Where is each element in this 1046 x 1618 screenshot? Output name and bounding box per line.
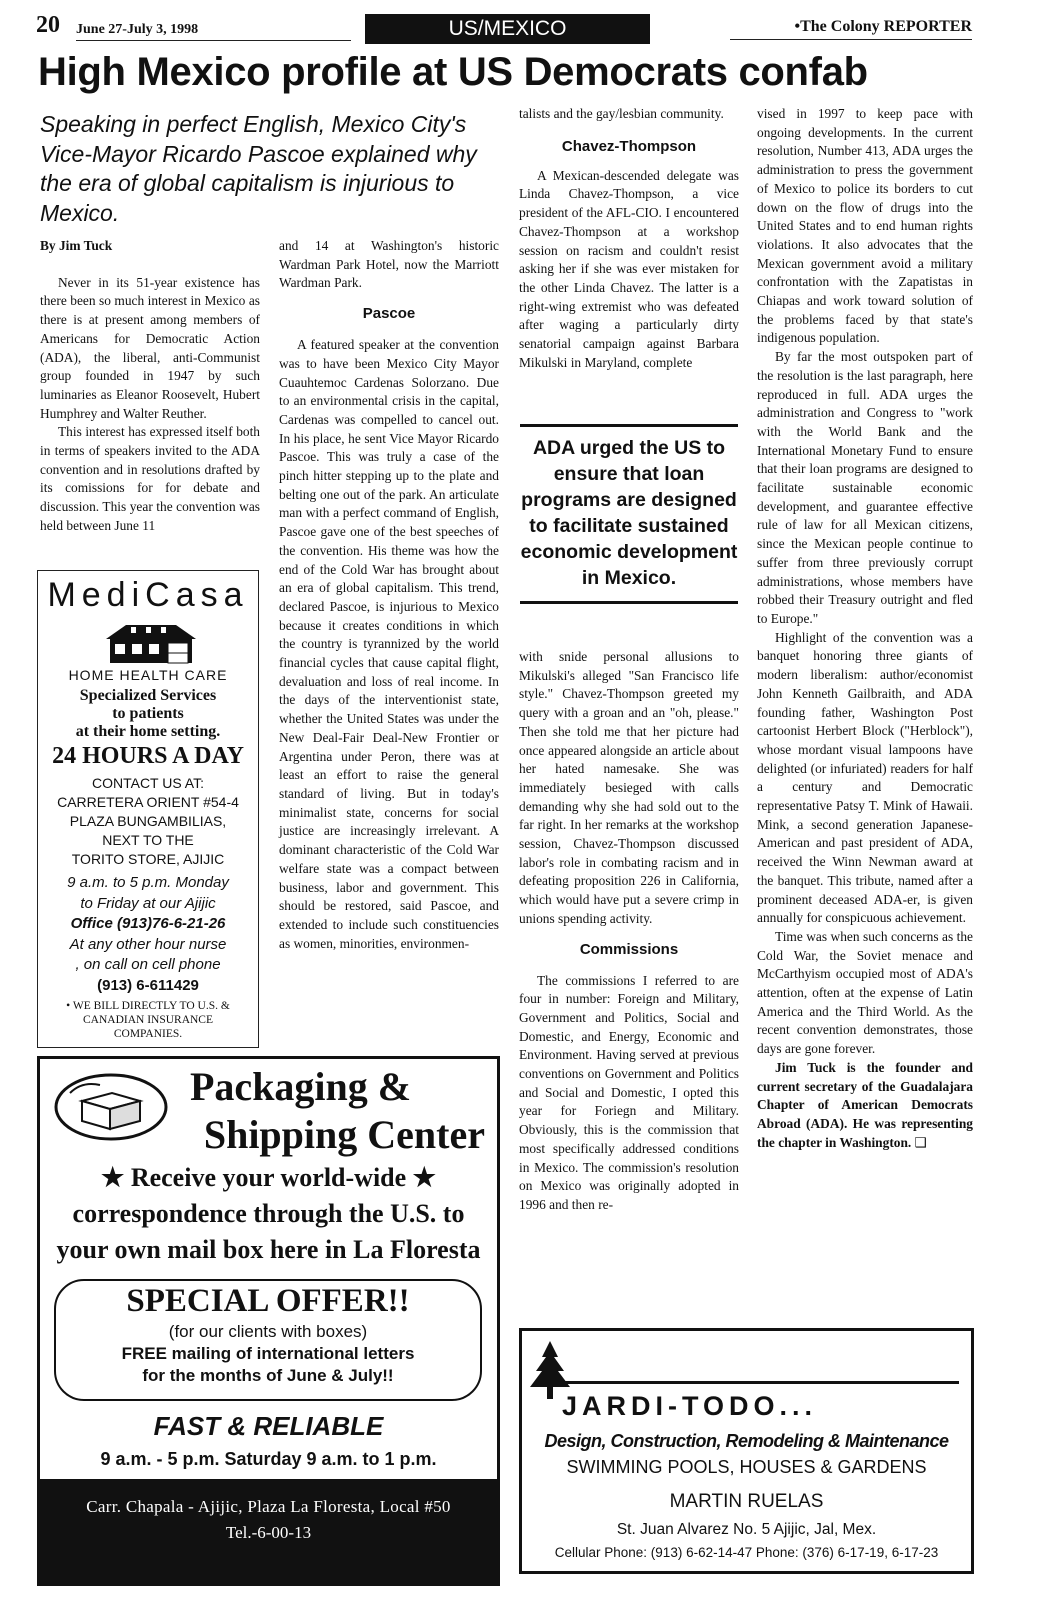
headline: High Mexico profile at US Democrats confab [38, 50, 868, 94]
jardi-line1: Design, Construction, Remodeling & Maintenance [544, 1431, 949, 1451]
medicasa-billing [38, 999, 258, 1041]
author-bio [757, 1059, 973, 1153]
ad-medicasa [37, 570, 259, 1048]
contact-line: CARRETERA ORIENT #54-4 [57, 794, 239, 810]
special-offer-line2: for the months of June & July!! [142, 1366, 394, 1385]
paragraph: Time was when such concerns as the Cold War, the Soviet menace and McCarthyism occupied most of ADA's attention, often at the expense of Latin America and the Third World. As the recent convention demonstrates, those days are gone forever. [757, 928, 973, 1057]
hours-line: At any other hour nurse [69, 935, 227, 953]
author-bio-text: Jim Tuck is the founder and current secretary of the Guadalajara Chapter of American Democrats Abroad (ADA). He was representing the chapter in Washington. [757, 1059, 973, 1150]
article-column-3 [519, 105, 739, 372]
hours-line: , on call on cell phone [75, 956, 221, 973]
paragraph: Highlight of the convention was a banquet honoring three giants of modern liberalism: author/economist John Kenneth Gailbraith, and ADA founding father, Washington Post cartoonist Herbert Block ("Herblock"), whose mordant visual lampoons have delighted (or infuriated) readers for half a century and Democratic representative Patsy T. Mink of Hawaii. Mink, a second generation Japanese-American and past president of ADA, received the Winn Newman award at the banquet. This tribute, named after a prominent deceased ADA-er, is given annually for conspicuous achievement. [757, 629, 973, 926]
subhead-chavez-thompson: Chavez-Thompson [561, 137, 697, 155]
paragraph: A featured speaker at the convention was to have been Mexico City Mayor Cuauhtemoc Cardenas Solorzano. Due to an environmental crisis in the capital, Cardenas was compelled to cancel out. In his place, he sent Vice Mayor Ricardo Pascoe. This was truly a case of the pinch hitter stepping up to the plate and belting one out of the park. An articulate man with a perfect command of English, Pascoe gave one of the best speeches of the convention. His theme was how the end of the Cold War has brought about an era of global capitalism. This trend, declared Pascoe, is injurious to Mexico because it creates conditions in which the country is tyrannized by the world financial cycles that cause capital flight, devaluation and loss of real income. In the days of the interventionist state, whether the United States was under the New Deal-Fair Deal-New Frontier or Argentina under Peron, there was at least an effort to raise the general standard of living. But in today's minimalist state, concerns for social justice are increasingly irrelevant. A dominant characteristic of the Cold War welfare state was a compact between business, labor and government. This should be restored, said Pascoe, and extended to include such constituencies as women, minorities, environmen- [279, 337, 499, 951]
deck: Speaking in perfect English, Mexico City's Vice-Mayor Ricardo Pascoe explained why the era of global capitalism is injurious to Mexico. [40, 111, 477, 226]
billing-line: CANADIAN INSURANCE [82, 1014, 213, 1026]
medicasa-24-hours: 24 HOURS A DAY [52, 743, 244, 769]
hours-line: (913) 6-611429 [97, 976, 199, 994]
packaging-tel: Tel.-6-00-13 [225, 1523, 312, 1542]
medicasa-logo-text: MediCasa [47, 576, 249, 614]
page-number: 20 [36, 12, 60, 38]
section-banner: US/MEXICO [365, 14, 650, 44]
special-offer-box [54, 1279, 482, 1401]
byline: By Jim Tuck [40, 238, 113, 253]
paragraph: Never in its 51-year existence has there been so much interest in Mexico as there is at present among members of Americans for Democratic Action (ADA), the liberal, anti-Communist group founded in 1947 by such luminaries as Eleanor Roosevelt, Hubert Humphrey and Walter Reuther. [40, 274, 260, 421]
medicasa-line2: Specialized Services [79, 687, 217, 704]
contact-line: CONTACT US AT: [91, 775, 204, 791]
special-offer-line1: FREE mailing of international letters [121, 1344, 415, 1363]
contact-line: PLAZA BUNGAMBILIAS, [69, 813, 227, 829]
jardi-line2: SWIMMING POOLS, HOUSES & GARDENS [566, 1457, 927, 1477]
house-icon [88, 621, 208, 665]
paragraph: and 14 at Washington's historic Wardman Park Hotel, now the Marriott Wardman Park. [279, 238, 499, 291]
packaging-slogan: FAST & RELIABLE [153, 1411, 384, 1441]
paragraph: with snide personal allusions to Mikulski's alleged "San Francisco life style." Chavez-Thompson greeted my query with a groan and an "oh, please." Then she told me that her picture had once appeared alongside an article about her hated namesake. She was immediately besieged with calls demanding why she had sold out to the far right. In her remarks at the workshop session, Chavez-Thompson discussed labor's role in combating racism and in defeating proposition 226 in California, which would have put a severe crimp in unions spending activity. [519, 649, 739, 926]
subhead-commissions: Commissions [579, 940, 679, 958]
billing-line: COMPANIES. [113, 1028, 183, 1040]
medicasa-line4: at their home setting. [75, 723, 221, 740]
globe-box-icon [52, 1071, 170, 1143]
packaging-line3: your own mail box here in La Floresta [56, 1235, 481, 1264]
ad-packaging-shipping [37, 1056, 500, 1586]
issue-date: June 27-July 3, 1998 [76, 22, 351, 41]
paragraph: This interest has expressed itself both in terms of speakers invited to the ADA convention and in resolutions drafted by its comissions for for debate and discussion. This year the convention was held between June 11 [40, 424, 260, 533]
jardi-phones: Cellular Phone: (913) 6-62-14-47 Phone: (376) 6-17-19, 6-17-23 [554, 1545, 939, 1560]
jardi-owner: MARTIN RUELAS [669, 1491, 824, 1512]
pull-quote [520, 424, 738, 604]
pull-quote-text: ADA urged the US to ensure that loan programs are designed to facilitate sustained economic development in Mexico. [520, 437, 738, 589]
article-column-2 [279, 237, 499, 953]
packaging-hours: 9 a.m. - 5 p.m. Saturday 9 a.m. to 1 p.m. [100, 1449, 437, 1469]
medicasa-contact [38, 774, 258, 869]
special-offer-subtitle: (for our clients with boxes) [168, 1322, 368, 1341]
hours-line: 9 a.m. to 5 p.m. Monday [67, 874, 229, 891]
ad-jardi-todo [519, 1328, 974, 1574]
packaging-address: Carr. Chapala - Ajijic, Plaza La Floresta, Local #50 [86, 1497, 451, 1516]
end-mark-icon: ❑ [914, 1134, 927, 1150]
packaging-title-1: Packaging & [190, 1064, 412, 1109]
medicasa-line3: to patients [112, 705, 184, 722]
jardi-address: St. Juan Alvarez No. 5 Ajijic, Jal, Mex. [616, 1521, 877, 1538]
special-offer-title: SPECIAL OFFER!! [126, 1283, 410, 1319]
hours-line: Office (913)76-6-21-26 [70, 915, 226, 932]
packaging-line2: correspondence through the U.S. to [72, 1199, 465, 1228]
packaging-footer [40, 1479, 497, 1583]
paragraph: talists and the gay/lesbian community. [519, 106, 724, 121]
packaging-line1: ★ Receive your world-wide ★ [101, 1163, 436, 1192]
paragraph: The commissions I referred to are four in number: Foreign and Military, Government and Politics, Social and Domestic, and Energy, Economic and Environment. Having served at previous conventions on Government and Politics and Social and Domestic, I opted this year for Foriegn and Military. Obviously, this is the commission that most specifically addressed conditions in Mexico. The commission's resolution on Mexico was originally adopted in 1996 and then re- [519, 972, 739, 1212]
jardi-rule [552, 1381, 959, 1384]
contact-line: TORITO STORE, AJIJIC [71, 851, 225, 867]
medicasa-hours [38, 873, 258, 996]
paragraph: A Mexican-descended delegate was Linda Chavez-Thompson, a vice president of the AFL-CIO. I encountered Chavez-Thompson at a workshop session on racism and couldn't resist asking her if she was ever mistaken for the other Linda Chavez. The latter is a right-wing extremist who was defeated after waging a particularly dirty senatorial campaign against Barbara Mikulski in Maryland, complete [519, 167, 739, 370]
article-column-3-continued [519, 648, 739, 1215]
article-column-4 [757, 105, 973, 1152]
subhead-pascoe: Pascoe [362, 305, 416, 323]
article-column-1 [40, 237, 260, 536]
paragraph: vised in 1997 to keep pace with ongoing developments. In the current resolution, Number 413, ADA urges the administration to press the government of Mexico to police its borders to cut down on the flow of drugs into the United States and to end human rights violations. It also advocates that the Mexican government avoid a military confrontation with the Zapatistas in Chiapas and work toward solution of the problems faced by that state's indigenous population. [757, 106, 973, 346]
paragraph: By far the most outspoken part of the resolution is the last paragraph, here reproduced in full. ADA urges the administration and Congress to "work with the World Bank and the International Monetary Fund to ensure that their loan programs are designed to facilitate sustainable economic development, and guarantee effective rule of law for all Mexican citizens, since the Mexican people continue to suffer from three previously corrupt administrations, whose members have robbed their Treasury outright and fled to Europe." [757, 349, 973, 626]
publication-name: •The Colony REPORTER [730, 18, 972, 40]
billing-line: • WE BILL DIRECTLY TO U.S. & [66, 1000, 230, 1012]
jardi-logo-text: JARDI-TODO... [562, 1391, 818, 1421]
packaging-title-2: Shipping Center [203, 1112, 485, 1157]
contact-line: NEXT TO THE [102, 832, 194, 848]
medicasa-line1: HOME HEALTH CARE [68, 667, 228, 683]
hours-line: to Friday at our Ajijic [80, 894, 216, 912]
